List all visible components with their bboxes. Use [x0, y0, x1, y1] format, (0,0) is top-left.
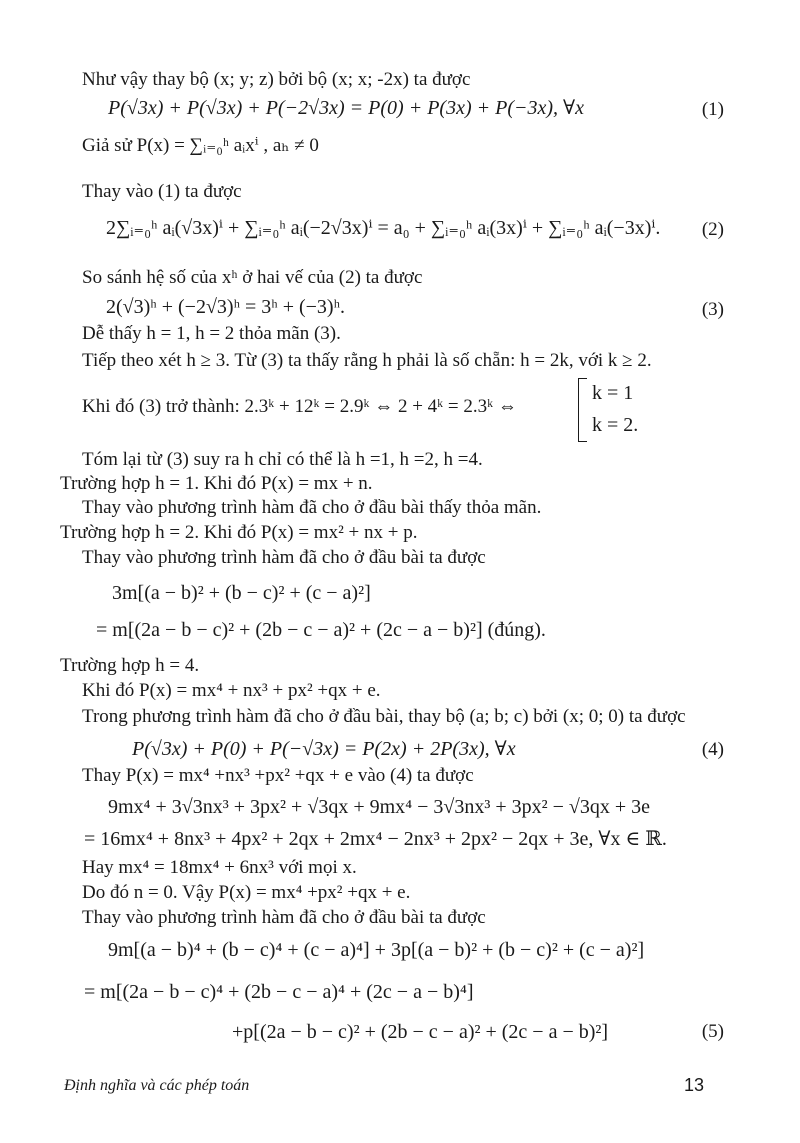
equation-line: 3m[(a − b)² + (b − c)² + (c − a)²]: [112, 582, 371, 604]
text-line: Thay vào phương trình hàm đã cho ở đầu bài thấy thỏa mãn.: [82, 497, 542, 518]
text-line: Trong phương trình hàm đã cho ở đầu bài, thay bộ (a; b; c) bởi (x; 0; 0) ta được: [82, 706, 686, 727]
case-bracket: [578, 378, 587, 442]
text-line: Trường hợp h = 2. Khi đó P(x) = mx² + nx + p.: [60, 522, 418, 543]
equation-line: = 16mx⁴ + 8nx³ + 4px² + 2qx + 2mx⁴ − 2nx³ + 2px² − 2qx + 3e, ∀x ∈ ℝ.: [84, 828, 667, 850]
page-number: 13: [683, 1075, 704, 1095]
text-line: Tiếp theo xét h ≥ 3. Từ (3) ta thấy rằng h phải là số chẵn: h = 2k, với k ≥ 2.: [82, 350, 652, 371]
equation-line: P(√3x) + P(0) + P(−√3x) = P(2x) + 2P(3x), ∀x: [132, 738, 516, 760]
equation-number: (2): [701, 219, 724, 240]
chapter-title: Định nghĩa và các phép toán: [64, 1077, 250, 1094]
text-line: Trường hợp h = 1. Khi đó P(x) = mx + n.: [60, 473, 373, 494]
text-line: Giả sử P(x) = ∑ᵢ₌₀ʰ aᵢxⁱ , aₕ ≠ 0: [82, 135, 319, 156]
text-line: Khi đó (3) trở thành: 2.3ᵏ + 12ᵏ = 2.9ᵏ ⇔ 2 + 4ᵏ = 2.3ᵏ ⇔: [82, 396, 517, 417]
equation-number: (4): [701, 739, 724, 760]
text-line: Tóm lại từ (3) suy ra h chỉ có thể là h =1, h =2, h =4.: [82, 449, 483, 470]
text-line: Như vậy thay bộ (x; y; z) bởi bộ (x; x; -2x) ta được: [82, 69, 471, 90]
text-line: Thay P(x) = mx⁴ +nx³ +px² +qx + e vào (4) ta được: [82, 765, 474, 786]
case-line: k = 2.: [592, 414, 639, 436]
equation-line: +p[(2a − b − c)² + (2b − c − a)² + (2c − a − b)²]: [232, 1021, 609, 1043]
equation-number: (3): [701, 299, 724, 320]
text-line: So sánh hệ số của xʰ ở hai vế của (2) ta được: [82, 267, 423, 288]
equation-line: P(√3x) + P(√3x) + P(−2√3x) = P(0) + P(3x) + P(−3x), ∀x: [108, 97, 584, 119]
equation-number: (5): [701, 1021, 724, 1042]
equation-number: (1): [701, 99, 724, 120]
case-line: k = 1: [592, 382, 634, 404]
text-line: Khi đó P(x) = mx⁴ + nx³ + px² +qx + e.: [82, 680, 381, 701]
equation-line: 9m[(a − b)⁴ + (b − c)⁴ + (c − a)⁴] + 3p[(a − b)² + (b − c)² + (c − a)²]: [108, 939, 645, 961]
text-line: Trường hợp h = 4.: [60, 655, 200, 676]
text-line: Do đó n = 0. Vậy P(x) = mx⁴ +px² +qx + e.: [82, 882, 411, 903]
text-line: Hay mx⁴ = 18mx⁴ + 6nx³ với mọi x.: [82, 857, 357, 878]
text-line: Dễ thấy h = 1, h = 2 thỏa mãn (3).: [82, 323, 341, 344]
text-line: Thay vào phương trình hàm đã cho ở đầu bài ta được: [82, 547, 486, 568]
equation-line: 2∑ᵢ₌₀ʰ aᵢ(√3x)ⁱ + ∑ᵢ₌₀ʰ aᵢ(−2√3x)ⁱ = a₀ + ∑ᵢ₌₀ʰ aᵢ(3x)ⁱ + ∑ᵢ₌₀ʰ aᵢ(−3x)ⁱ.: [106, 217, 661, 239]
equation-line: = m[(2a − b − c)² + (2b − c − a)² + (2c − a − b)²] (đúng).: [96, 619, 546, 641]
equation-line: 9mx⁴ + 3√3nx³ + 3px² + √3qx + 9mx⁴ − 3√3nx³ + 3px² − √3qx + 3e: [108, 796, 651, 818]
text-line: Thay vào phương trình hàm đã cho ở đầu bài ta được: [82, 907, 486, 928]
equation-line: 2(√3)ʰ + (−2√3)ʰ = 3ʰ + (−3)ʰ.: [106, 296, 346, 318]
equation-line: = m[(2a − b − c)⁴ + (2b − c − a)⁴ + (2c − a − b)⁴]: [84, 981, 474, 1003]
text-line: Thay vào (1) ta được: [82, 181, 242, 202]
